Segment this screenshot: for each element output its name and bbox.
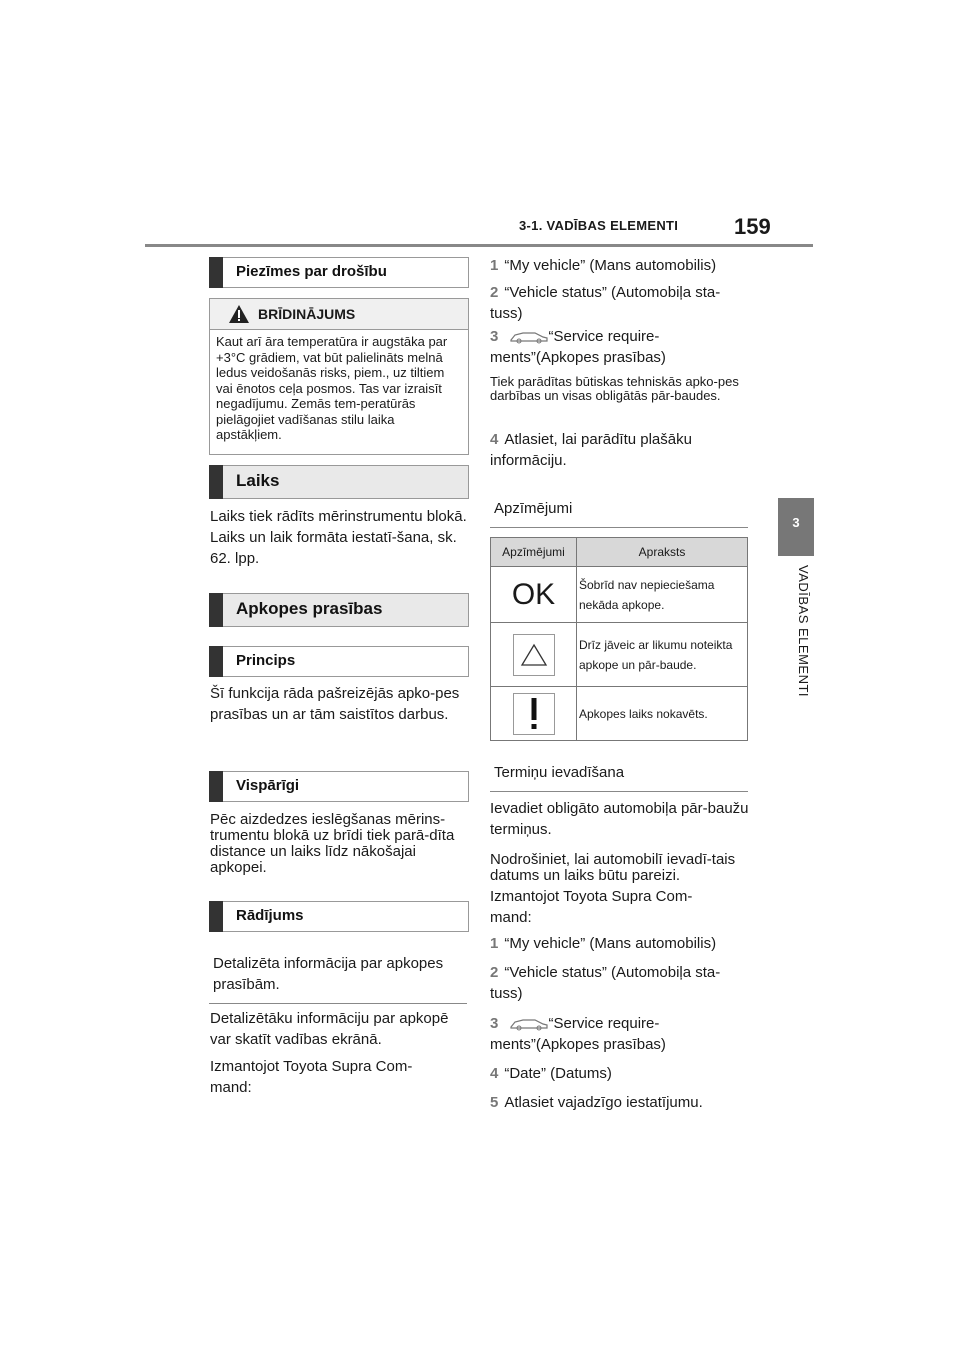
- step-1: 1 “My vehicle” (Mans automobilis): [490, 257, 717, 274]
- car-icon: [509, 330, 549, 344]
- chapter-title: 3-1. VADĪBAS ELEMENTI: [519, 218, 679, 233]
- ensure-text: Nodrošiniet, lai automobilī ievadī-tais datums un laiks būtu pareizi.: [490, 851, 736, 884]
- using-text-left: Izmantojot Toyota Supra Com-mand:: [210, 1058, 413, 1096]
- terminu-text: Ievadiet obligāto automobiļa pār-baužu termiņus.: [490, 800, 749, 838]
- step-3: 3 “Service require-ments”(Apkopes prasības): [490, 328, 666, 366]
- legend-text: Drīz jāveic ar likumu noteikta apkope un pār-baude.: [577, 623, 748, 687]
- legend-text: Šobrīd nav nepieciešama nekāda apkope.: [577, 567, 748, 623]
- note-text: Tiek parādītas būtiskas tehniskās apko-pes darbības un visas obligātās pār-baudes.: [490, 374, 739, 403]
- legend-col-symbol: Apzīmējumi: [491, 538, 577, 567]
- vispargi-text: Pēc aizdedzes ieslēgšanas mērins-trumentu blokā uz brīdi tiek parā-dīta distance un laiks līdz nākošajai apkopei.: [210, 811, 455, 876]
- car-icon: [509, 1017, 549, 1031]
- step-4: 4 Atlasiet, lai parādītu plašāku informāciju.: [490, 431, 692, 469]
- legend-text: Apkopes laiks nokavēts.: [577, 687, 748, 741]
- header-rule: [145, 244, 813, 247]
- heading-radijums: Rādījums: [209, 901, 469, 932]
- warning-icon: [228, 304, 250, 324]
- warning-box: [209, 298, 469, 455]
- heading-princips: Princips: [209, 646, 469, 677]
- legend-heading: Apzīmējumi: [490, 498, 748, 528]
- warning-title: BRĪDINĀJUMS: [258, 306, 356, 322]
- radijums-subheading: Detalizēta informācija par apkopes prasībām.: [209, 953, 467, 1004]
- heading-safety: Piezīmes par drošību: [209, 257, 469, 288]
- step-3b: 3 “Service require-ments”(Apkopes prasības): [490, 1015, 666, 1053]
- legend-table: [490, 537, 748, 741]
- step-1b: 1 “My vehicle” (Mans automobilis): [490, 935, 717, 952]
- step-4b: 4 “Date” (Datums): [490, 1065, 612, 1082]
- page-number: 159: [734, 214, 771, 239]
- table-row: [491, 567, 748, 623]
- heading-apkopes: Apkopes prasības: [209, 593, 469, 627]
- step-5b: 5 Atlasiet vajadzīgo iestatījumu.: [490, 1094, 703, 1111]
- heading-laiks: Laiks: [209, 465, 469, 499]
- legend-col-description: Apraksts: [577, 538, 748, 567]
- side-tab: 3: [778, 498, 814, 556]
- triangle-icon: [513, 634, 555, 676]
- side-label: VADĪBAS ELEMENTI: [796, 565, 811, 698]
- exclamation-icon: [513, 693, 555, 735]
- step-2b: 2 “Vehicle status” (Automobiļa sta-tuss): [490, 964, 721, 1002]
- heading-vispargi: Vispārīgi: [209, 771, 469, 802]
- using-text-right: Izmantojot Toyota Supra Com-mand:: [490, 888, 693, 926]
- terminu-heading: Termiņu ievadīšana: [490, 762, 748, 792]
- laiks-text: Laiks tiek rādīts mērinstrumentu blokā. Laiks un laik formāta iestatī-šana, sk. 62. lpp.: [210, 508, 467, 567]
- table-row: [491, 687, 748, 741]
- princips-text: Šī funkcija rāda pašreizējās apko-pes prasības un ar tām saistītos darbus.: [210, 685, 460, 723]
- warning-text: Kaut arī āra temperatūra ir augstāka par +3°C grādiem, vat būt palielināts melnā ledus veidošanās risks, piem., uz tiltiem vai ēnotos ceļa posmos. Tas var izraisīt negadījumu. Zemās tem-peratūrās pielāgojiet vadīšanas stilu laika apstākļiem.: [216, 334, 448, 442]
- ok-icon: OK: [511, 577, 556, 611]
- table-row: [491, 623, 748, 687]
- detail-text: Detalizētāku informāciju par apkopē var skatīt vadības ekrānā.: [210, 1010, 449, 1048]
- step-2: 2 “Vehicle status” (Automobiļa sta-tuss): [490, 284, 721, 322]
